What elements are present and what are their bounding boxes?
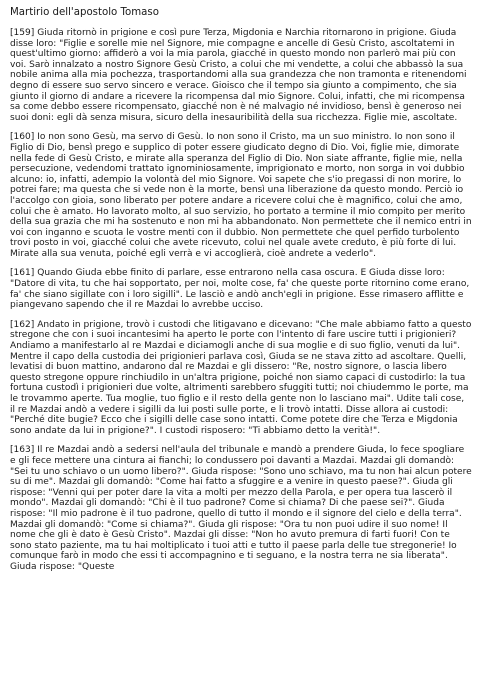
paragraph-159: [159] Giuda ritornò in prigione e così pure Terza, Migdonia e Narchia ritornarono in prigione. Giuda disse loro: "Figlie e sorelle mie nel Signore, mie compagne e ancelle di Gesù Cristo, ascoltatemi in quest'ultimo giorno: affiderò a voi la mia parola, giacché in questo mondo non parlerò mai più con voi. Sarò innalzato a nostro Signore Gesù Cristo, a colui che mi vendette, a colui che abbassò la sua nobile anima alla mia pochezza, trasportandomi alla sua grandezza che non tramonta e ritenendomi degno di essere suo servo sincero e verace. Gioisco che il tempo sia giunto a compimento, che sia giunto il giorno di andare a ricevere la ricompensa dal mio Signore. Colui, infatti, che mi ricompensa sa come debbo essere ricompensato, giacché non è né malvagio né invidioso, bensì è generoso nei suoi doni: egli dà senza misura, sicuro della inesauribilità della sua ricchezza. Figlie mie, ascoltate.: [10, 28, 467, 123]
paragraph-161: [161] Quando Giuda ebbe finito di parlare, esse entrarono nella casa oscura. E Giuda disse loro: "Datore di vita, tu che hai sopportato, per noi, molte cose, fa' che queste porte ritornino come erano, fa' che siano sigillate con i loro sigilli". Le lasciò e andò anch'egli in prigione. Esse rimasero afflitte e piangevano sapendo che il re Mazdai lo avrebbe ucciso.: [10, 268, 470, 311]
paragraph-160: [160] Io non sono Gesù, ma servo di Gesù. Io non sono il Cristo, ma un suo ministro. Io non sono il Figlio di Dio, bensì prego e supplico di poter essere giudicato degno di Dio. Voi, figlie mie, dimorate nella fede di Gesù Cristo, e mirate alla speranza del Figlio di Dio. Non siate affrante, figlie mie, nella persecuzione, vedendomi trattato ignominiosamente, imprigionato e morto, non sorga in voi dubbio alcuno: io, infatti, adempio la volontà del mio Signore. Voi sapete che s'io pregassi di non morire, lo potrei fare; ma questa che si vede non è la morte, bensì una liberazione da questo mondo. Perciò io l'accolgo con gioia, sono liberato per potere andare a ricevere colui che è magnifico, colui che amo, colui che è amato. Ho lavorato molto, al suo servizio, ho portato a termine il mio compito per merito della sua grazia che mi ha sostenuto e non mi ha abbandonato. Non permettete che il nemico entri in voi con inganno e scuota le vostre menti con il dubbio. Non permettete che quel perfido turbolento trovi posto in voi, giacché colui che avete ricevuto, colui nel quale avete creduto, è più forte di lui. Mirate alla sua venuta, poiché egli verrà e vi accoglierà, cioè andrete a vederlo".: [10, 132, 472, 259]
paragraph-162: [162] Andato in prigione, trovò i custodi che litigavano e dicevano: "Che male abbiamo fatto a questo stregone che con i suoi incantesimi ha aperto le porte con l'intento di fare uscire tutti i prigionieri? Andiamo a manifestarlo al re Mazdai e diciamogli anche di sua moglie e di suo figlio, venuti da lui". Mentre il capo della custodia dei prigionieri parlava così, Giuda se ne stava zitto ad ascoltare. Quelli, levatisi di buon mattino, andarono dal re Mazdai e gli dissero: "Re, nostro signore, o lascia libero questo stregone oppure rinchiudilo in un'altra prigione, poiché non siamo capaci di custodirlo: la tua fortuna custodì i prigionieri due volte, altrimenti sarebbero sfuggiti tutti; noi chiudemmo le porte, ma le trovammo aperte. Tua moglie, tuo figlio e il resto della gente non lo lasciano mai". Udite tali cose, il re Mazdai andò a vedere i sigilli da lui posti sulle porte, e li trovò intatti. Disse allora ai custodi: "Perché dite bugie? Ecco che i sigilli delle case sono intatti. Come potete dire che Terza e Migdonia sono andate da lui in prigione?". I custodi risposero: "Ti abbiamo detto la verità!".: [10, 319, 472, 436]
paragraph-163: [163] Il re Mazdai andò a sedersi nell'aula del tribunale e mandò a prendere Giuda, lo fece spogliare e gli fece mettere una cintura ai fianchi; lo condussero poi davanti a Mazdai. Mazdai gli domandò: "Sei tu uno schiavo o un uomo libero?". Giuda rispose: "Sono uno schiavo, ma tu non hai alcun potere su di me". Mazdai gli domandò: "Come hai fatto a sfuggire e a venire in questo paese?". Giuda gli rispose: "Venni qui per poter dare la vita a molti per mezzo della Parola, e per opera tua lascerò il mondo". Mazdai gli domandò: "Chi è il tuo padrone? Come si chiama? Di che paese sei?". Giuda rispose: "Il mio padrone è il tuo padrone, quello di tutto il mondo e il signore del cielo e della terra". Mazdai gli domandò: "Come si chiama?". Giuda gli rispose: "Ora tu non puoi udire il suo nome! Il nome che gli è dato è Gesù Cristo". Mazdai gli disse: "Non ho avuto premura di farti fuori! Con te sono stato paziente, ma tu hai moltiplicato i tuoi atti e tutto il paese parla delle tue stregonerie! Io comunque farò in modo che essi ti accompagnino e ti seguano, e la nostra terra ne sia liberata". Giuda rispose: "Queste: [10, 445, 472, 572]
document-title: Martirio dell'apostolo Tomaso: [10, 7, 159, 18]
document-page: [10, 6, 472, 573]
